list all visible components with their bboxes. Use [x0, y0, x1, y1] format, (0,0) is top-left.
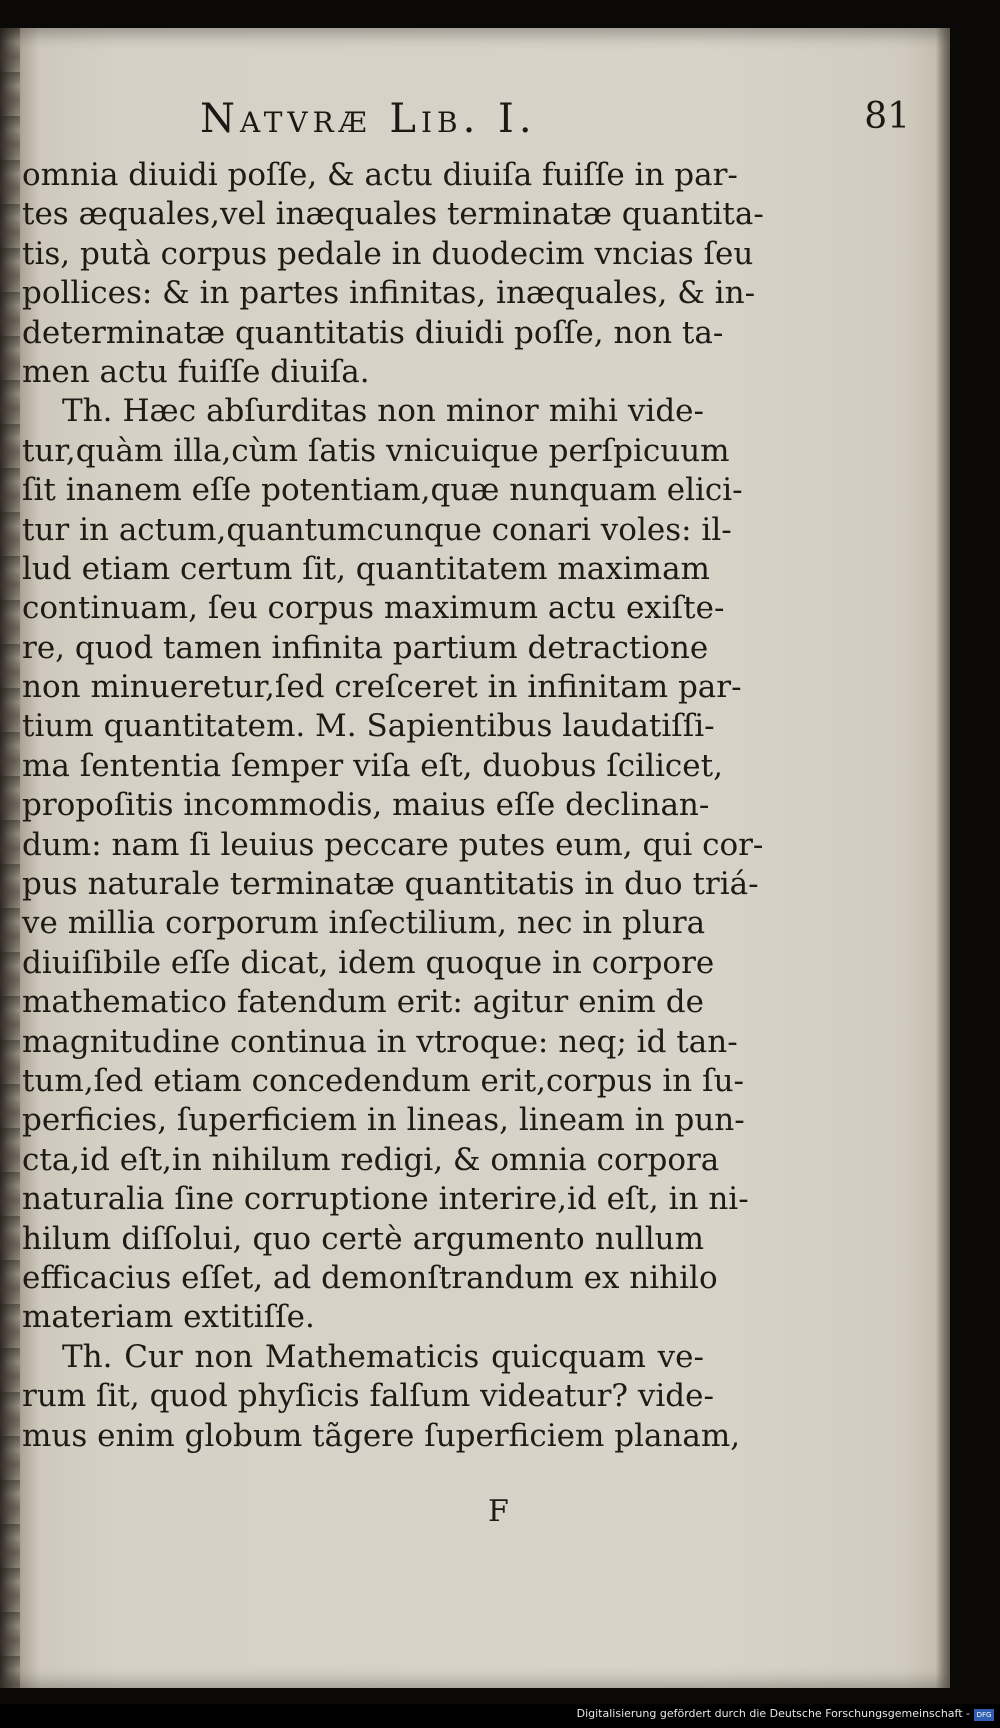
- text-line: lud etiam certum ſit, quantitatem maximam: [22, 550, 710, 587]
- text-line: Th. Hæc abſurditas non minor mihi vide-: [62, 393, 704, 430]
- text-line: mus enim globum tãgere ſuperficiem planam,: [22, 1417, 741, 1454]
- text-line: diuiſibile eſſe dicat, idem quoque in corpore: [22, 944, 715, 981]
- text-line: dum: nam ſi leuius peccare putes eum, qui cor-: [22, 826, 764, 863]
- text-line: efficacius eſſet, ad demonſtrandum ex nihilo: [22, 1259, 718, 1296]
- text-line: ſit inanem eſſe potentiam,quæ nunquam elici-: [22, 472, 743, 509]
- text-line: magnitudine continua in vtroque: neq; id tan-: [22, 1023, 738, 1060]
- page-number: 81: [864, 96, 910, 137]
- footer-bar: [0, 1704, 1000, 1728]
- text-line: non minueretur,ſed creſceret in infinitam par-: [22, 669, 742, 706]
- text-line: tes æquales,vel inæquales terminatæ quantita-: [22, 196, 764, 233]
- text-line: Th. Cur non Mathematicis quicquam ve-: [62, 1338, 704, 1375]
- text-line: tium quantitatem. M. Sapientibus laudatiſſi-: [22, 708, 715, 745]
- text-line: materiam extitiſſe.: [22, 1299, 315, 1336]
- text-line: men actu fuiſſe diuiſa.: [22, 353, 370, 390]
- text-line: pus naturale terminatæ quantitatis in duo triá-: [22, 866, 759, 903]
- text-line: cta,id eſt,in nihilum redigi, & omnia corpora: [22, 1141, 720, 1178]
- text-line: tis, putà corpus pedale in duodecim vncias ſeu: [22, 235, 754, 272]
- book-page: [0, 28, 950, 1688]
- text-line: ma ſententia ſemper viſa eſt, duobus ſcilicet,: [22, 747, 723, 784]
- text-line: tum,ſed etiam concedendum erit,corpus in ſu-: [22, 1062, 745, 1099]
- text-line: mathematico fatendum erit: agitur enim de: [22, 984, 704, 1021]
- text-line: propoſitis incommodis, maius eſſe declinan-: [22, 787, 710, 824]
- running-title: Natvræ Lib. I.: [200, 96, 537, 142]
- funding-credit: Digitalisierung gefördert durch die Deutsche Forschungsgemeinschaft -: [576, 1707, 970, 1720]
- text-line: omnia diuidi poſſe, & actu diuiſa fuiſſe in par-: [22, 157, 738, 193]
- text-line: ve millia corporum inſectilium, nec in plura: [22, 905, 706, 942]
- page-gutter-shadow: [0, 28, 20, 1688]
- text-line: continuam, ſeu corpus maximum actu exiſte-: [22, 590, 725, 627]
- text-line: pollices: & in partes infinitas, inæquales, & in-: [22, 275, 756, 312]
- text-line: determinatæ quantitatis diuidi poſſe, non ta-: [22, 314, 724, 351]
- page-header: [200, 86, 910, 140]
- body-text: [22, 156, 764, 1456]
- page-edge-shadow: [936, 28, 950, 1688]
- signature-mark: F: [488, 1494, 509, 1529]
- dfg-logo: DFG: [974, 1709, 994, 1721]
- text-line: tur in actum,quantumcunque conari voles: il-: [22, 511, 732, 548]
- text-line: perficies, ſuperficiem in lineas, lineam in pun-: [22, 1102, 745, 1139]
- text-line: tur,quàm illa,cùm ſatis vnicuique perſpicuum: [22, 432, 730, 469]
- text-line: hilum diſſolui, quo certè argumento nullum: [22, 1220, 704, 1257]
- text-line: naturalia ſine corruptione interire,id eſt, in ni-: [22, 1181, 749, 1218]
- text-line: rum ſit, quod phyſicis falſum videatur? vide-: [22, 1378, 714, 1415]
- text-line: re, quod tamen infinita partium detractione: [22, 629, 709, 666]
